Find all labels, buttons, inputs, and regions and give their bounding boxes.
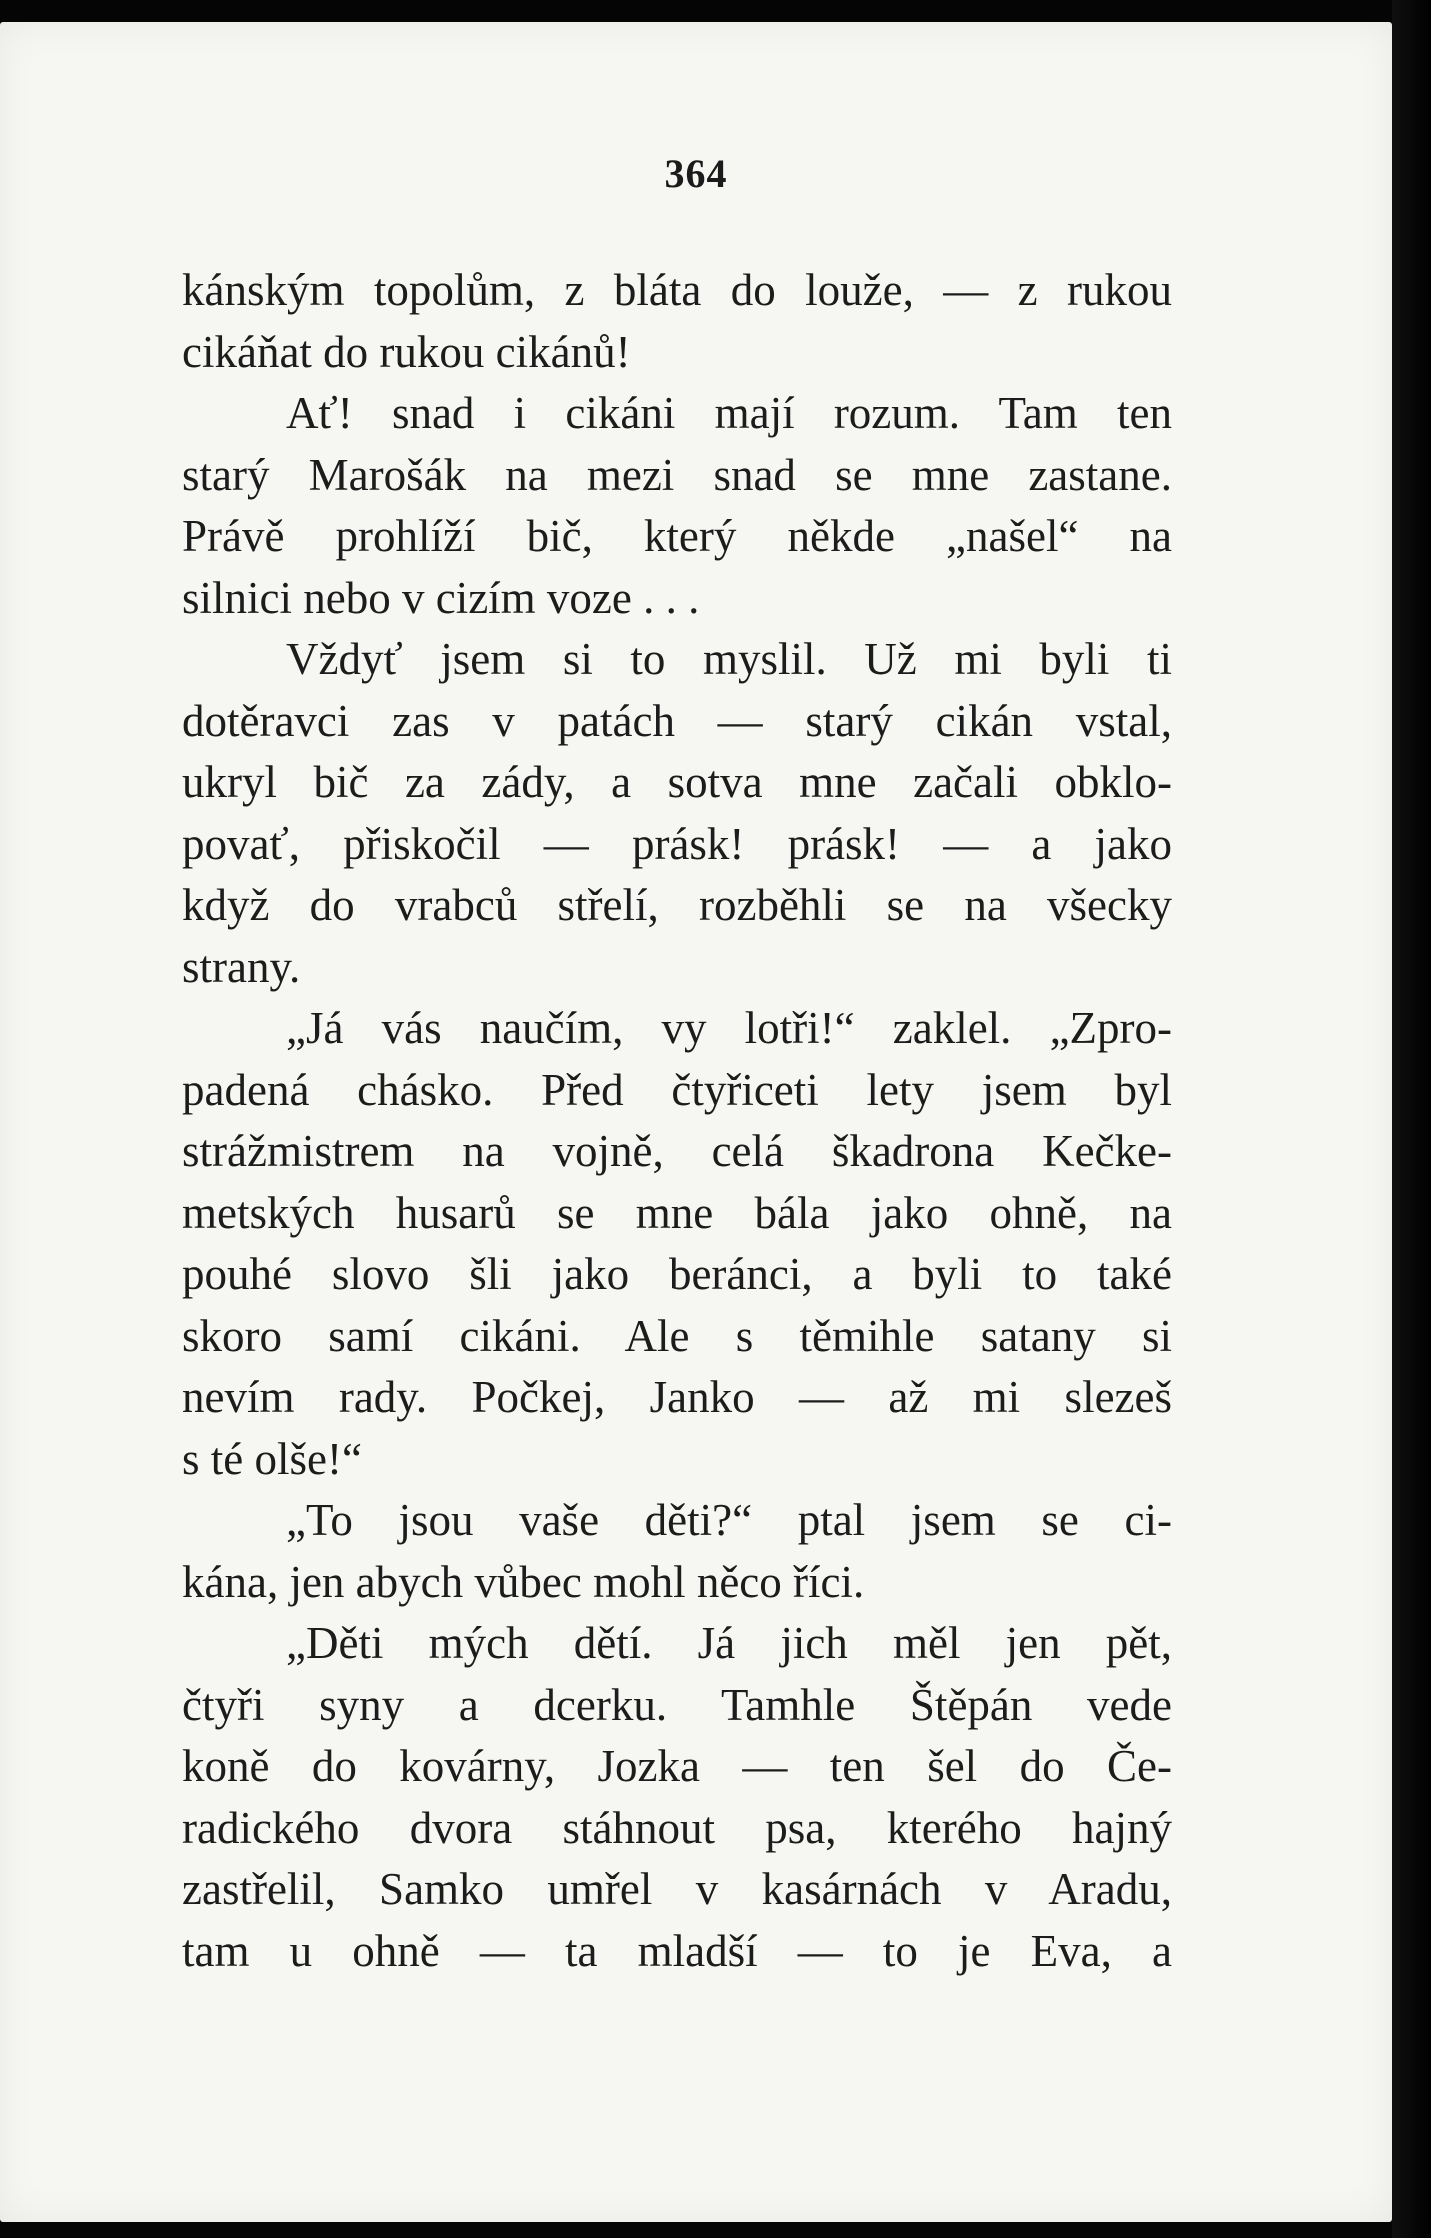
text-line: dotěravci zas v patách — starý cikán vstal, <box>182 695 1172 746</box>
text-line: „To jsou vaše děti?“ ptal jsem se ci- <box>286 1495 1172 1545</box>
text-line: zastřelil, Samko umřel v kasárnách v Aradu, <box>182 1864 1172 1914</box>
page-number: 364 <box>664 151 728 196</box>
text-line: „Děti mých dětí. Já jich měl jen pět, <box>286 1618 1172 1668</box>
text-line: Vždyť jsem si to myslil. Už mi byli ti <box>286 634 1172 684</box>
text-line: koně do kovárny, Jozka — ten šel do Če- <box>182 1741 1172 1791</box>
text-line: kána, jen abych vůbec mohl něco říci. <box>182 1556 865 1607</box>
text-line: skoro samí cikáni. Ale s těmihle satany si <box>182 1310 1172 1361</box>
text-line: strážmistrem na vojně, celá škadrona Kečke- <box>182 1126 1172 1176</box>
text-line: kánským topolům, z bláta do louže, — z rukou <box>182 265 1172 315</box>
text-line: radického dvora stáhnout psa, kterého hajný <box>182 1802 1172 1853</box>
text-line: cikáňat do rukou cikánů! <box>182 326 631 377</box>
text-line: silnici nebo v cizím voze . . . <box>182 572 700 623</box>
book-page <box>0 22 1392 2222</box>
page-edge-shadow <box>1392 0 1431 2238</box>
text-line: padená chásko. Před čtyřiceti lety jsem byl <box>182 1064 1172 1115</box>
text-line: povať, přiskočil — prásk! prásk! — a jako <box>182 818 1172 869</box>
text-line: pouhé slovo šli jako beránci, a byli to také <box>182 1249 1172 1299</box>
text-line: Ať! snad i cikáni mají rozum. Tam ten <box>286 388 1172 438</box>
text-line: strany. <box>182 941 301 992</box>
text-line: s té olše!“ <box>182 1433 362 1484</box>
text-line: Právě prohlíží bič, který někde „našel“ na <box>182 511 1172 561</box>
text-line: „Já vás naučím, vy lotři!“ zaklel. „Zpro- <box>286 1003 1172 1053</box>
text-line: starý Marošák na mezi snad se mne zastane. <box>182 449 1172 500</box>
text-line: čtyři syny a dcerku. Tamhle Štěpán vede <box>182 1679 1172 1730</box>
text-line: metských husarů se mne bála jako ohně, na <box>182 1187 1172 1238</box>
text-line: tam u ohně — ta mladší — to je Eva, a <box>182 1925 1172 1976</box>
body-text <box>182 260 1172 1982</box>
text-line: když do vrabců střelí, rozběhli se na všecky <box>182 880 1172 930</box>
text-line: nevím rady. Počkej, Janko — až mi slezeš <box>182 1372 1172 1422</box>
text-line: ukryl bič za zády, a sotva mne začali obklo- <box>182 757 1172 807</box>
